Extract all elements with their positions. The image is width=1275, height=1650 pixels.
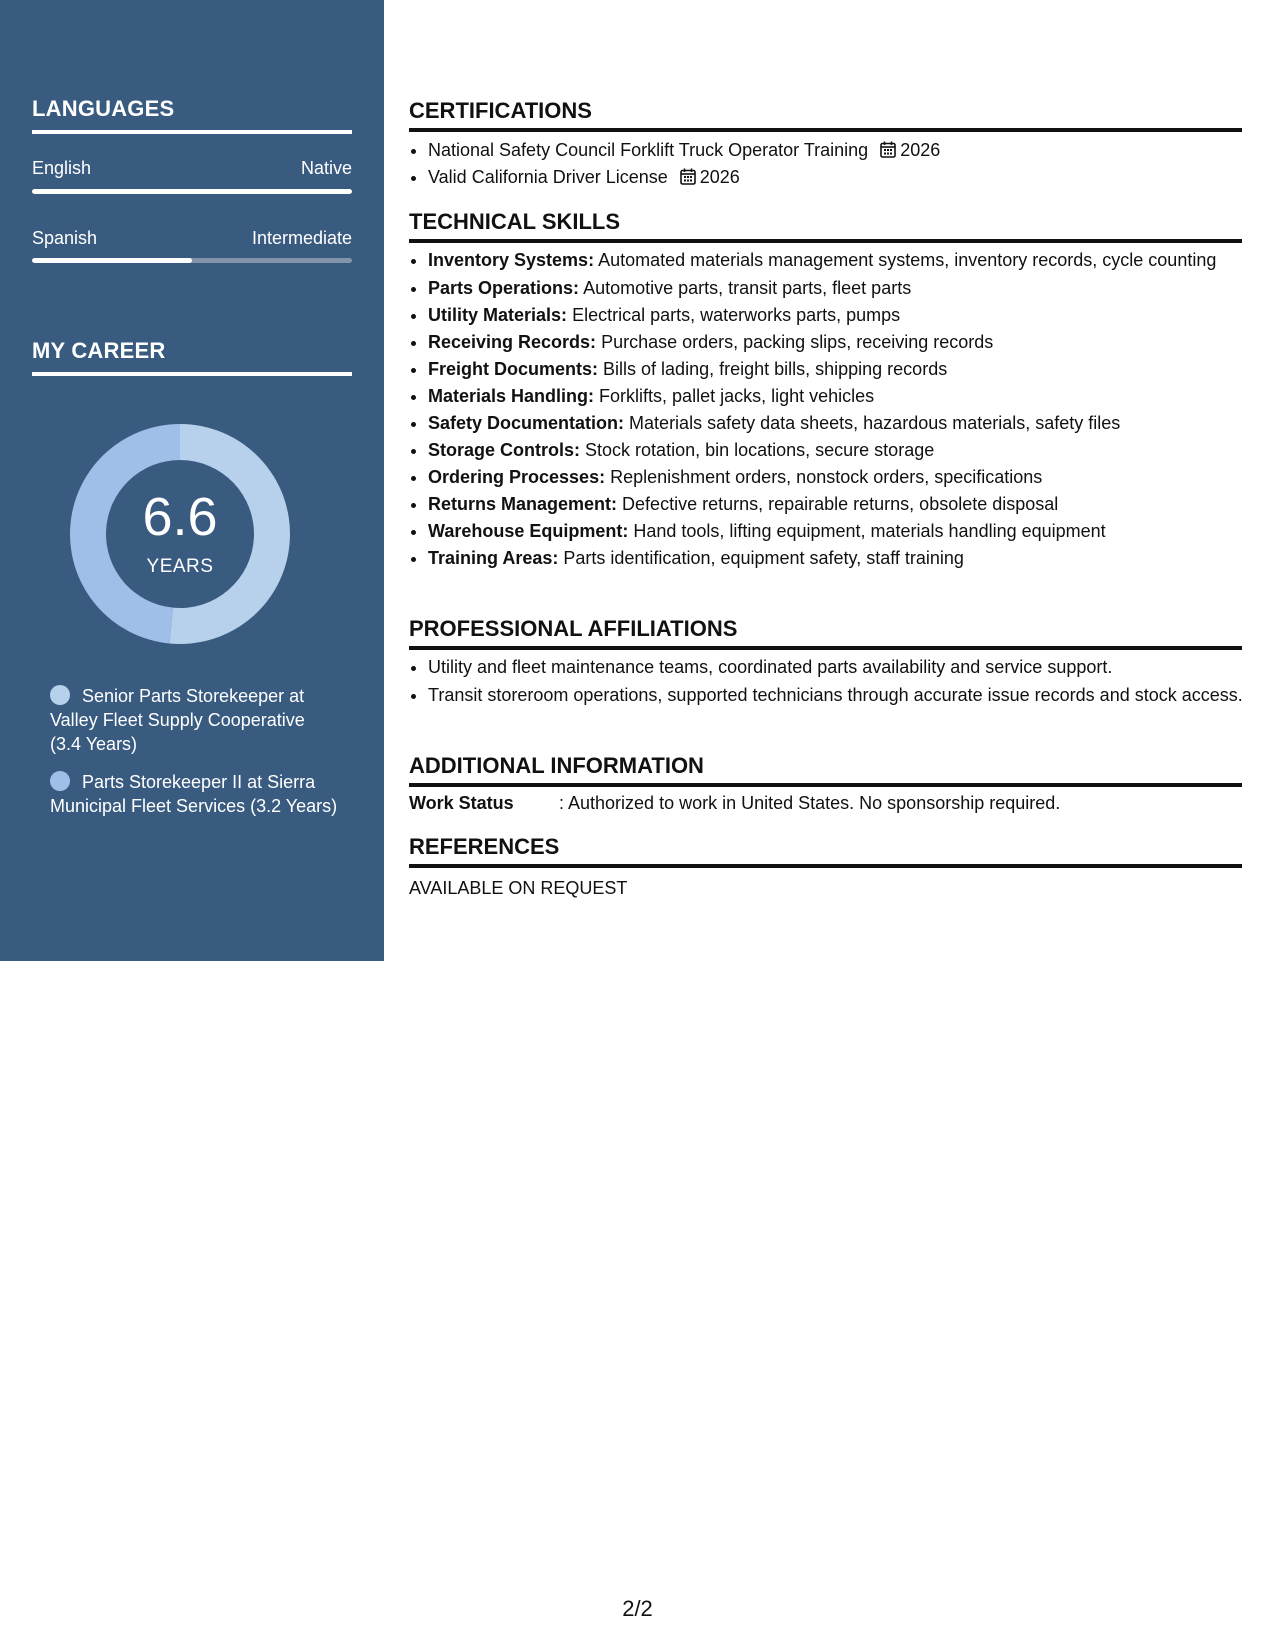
references-text: AVAILABLE ON REQUEST xyxy=(409,878,628,898)
career-heading: MY CAREER xyxy=(32,338,352,376)
list-item: • Utility and fleet maintenance teams, coordinated parts availability and service support. xyxy=(428,655,1261,679)
certifications-list xyxy=(409,137,1261,191)
skill-label: Storage Controls: xyxy=(428,440,581,460)
skill-label: Returns Management: xyxy=(428,494,618,514)
language-row-spanish xyxy=(32,228,352,249)
list-item xyxy=(428,518,1261,545)
skill-text: Stock rotation, bin locations, secure storage xyxy=(585,440,935,460)
certification-year: 2026 xyxy=(699,167,740,187)
list-item xyxy=(428,491,1261,518)
skill-text: Forklifts, pallet jacks, light vehicles xyxy=(599,386,875,406)
list-item xyxy=(428,437,1261,464)
sidebar xyxy=(0,0,384,961)
info-row-work-status xyxy=(409,790,1242,816)
career-item-text: Senior Parts Storekeeper at Valley Fleet Supply Cooperative (3.4 Years) xyxy=(50,686,305,754)
additional-info-heading: ADDITIONAL INFORMATION xyxy=(409,753,1242,787)
languages-heading: LANGUAGES xyxy=(32,96,352,134)
language-level: Native xyxy=(300,158,352,178)
language-proficiency-fill xyxy=(32,189,352,194)
skill-text: Purchase orders, packing slips, receiving records xyxy=(601,332,994,352)
certifications-heading: CERTIFICATIONS xyxy=(409,98,1242,132)
certification-name: National Safety Council Forklift Truck Operator Training xyxy=(428,140,869,160)
calendar-icon xyxy=(880,141,896,158)
certification-name: Valid California Driver License xyxy=(428,167,668,187)
language-name: Spanish xyxy=(32,228,98,248)
skill-text: Electrical parts, waterworks parts, pumps xyxy=(572,305,901,325)
skill-label: Inventory Systems: xyxy=(428,250,595,270)
career-item xyxy=(50,770,340,818)
skill-text: Bills of lading, freight bills, shipping records xyxy=(603,359,948,379)
skill-label: Parts Operations: xyxy=(428,278,580,298)
list-item xyxy=(428,545,1261,572)
list-item xyxy=(428,464,1261,491)
language-row-english xyxy=(32,158,352,179)
career-total-unit: YEARS xyxy=(146,556,214,577)
list-item xyxy=(428,329,1261,356)
language-proficiency-bar-english xyxy=(32,189,352,194)
info-key: Work Status xyxy=(409,793,514,813)
page-number: 2/2 xyxy=(622,1596,653,1621)
skill-text: Automotive parts, transit parts, fleet parts xyxy=(583,278,912,298)
career-legend-dot xyxy=(50,771,70,791)
list-item xyxy=(428,383,1261,410)
list-item xyxy=(428,137,1261,164)
list-item xyxy=(428,275,1261,302)
skill-label: Receiving Records: xyxy=(428,332,597,352)
calendar-icon xyxy=(680,168,696,185)
skill-label: Training Areas: xyxy=(428,548,559,568)
career-item-text: Parts Storekeeper II at Sierra Municipal Fleet Services (3.2 Years) xyxy=(50,772,338,816)
skill-label: Ordering Processes: xyxy=(428,467,606,487)
list-item xyxy=(428,356,1261,383)
career-legend-dot xyxy=(50,685,70,705)
list-item xyxy=(428,302,1261,329)
affiliations-heading: PROFESSIONAL AFFILIATIONS xyxy=(409,616,1242,650)
list-item xyxy=(428,164,1261,191)
skill-label: Safety Documentation: xyxy=(428,413,625,433)
references-heading: REFERENCES xyxy=(409,834,1242,868)
skill-text: Defective returns, repairable returns, obsolete disposal xyxy=(622,494,1059,514)
list-item xyxy=(428,410,1261,437)
affiliations-list xyxy=(409,655,1261,708)
technical-skills-heading: TECHNICAL SKILLS xyxy=(409,209,1242,243)
list-item: • Transit storeroom operations, supported technicians through accurate issue records and stock access. xyxy=(428,682,1261,708)
career-item xyxy=(50,684,340,756)
skill-label: Utility Materials: xyxy=(428,305,568,325)
language-proficiency-fill xyxy=(32,258,192,263)
skill-text: Replenishment orders, nonstock orders, specifications xyxy=(610,467,1043,487)
language-level: Intermediate xyxy=(251,228,352,248)
career-total-value: 6.6 xyxy=(142,487,218,547)
skill-label: Materials Handling: xyxy=(428,386,595,406)
technical-skills-list xyxy=(409,248,1261,572)
skill-text: Parts identification, equipment safety, staff training xyxy=(563,548,964,568)
skill-text: Materials safety data sheets, hazardous materials, safety files xyxy=(629,413,1121,433)
language-name: English xyxy=(32,158,92,178)
list-item xyxy=(428,248,1261,272)
language-proficiency-bar-spanish xyxy=(32,258,352,263)
info-value: : Authorized to work in United States. No sponsorship required. xyxy=(559,793,1061,813)
skill-text: Hand tools, lifting equipment, materials handling equipment xyxy=(633,521,1106,541)
certification-year: 2026 xyxy=(900,140,941,160)
skill-label: Freight Documents: xyxy=(428,359,599,379)
skill-text: Automated materials management systems, inventory records, cycle counting xyxy=(598,250,1217,270)
skill-label: Warehouse Equipment: xyxy=(428,521,629,541)
